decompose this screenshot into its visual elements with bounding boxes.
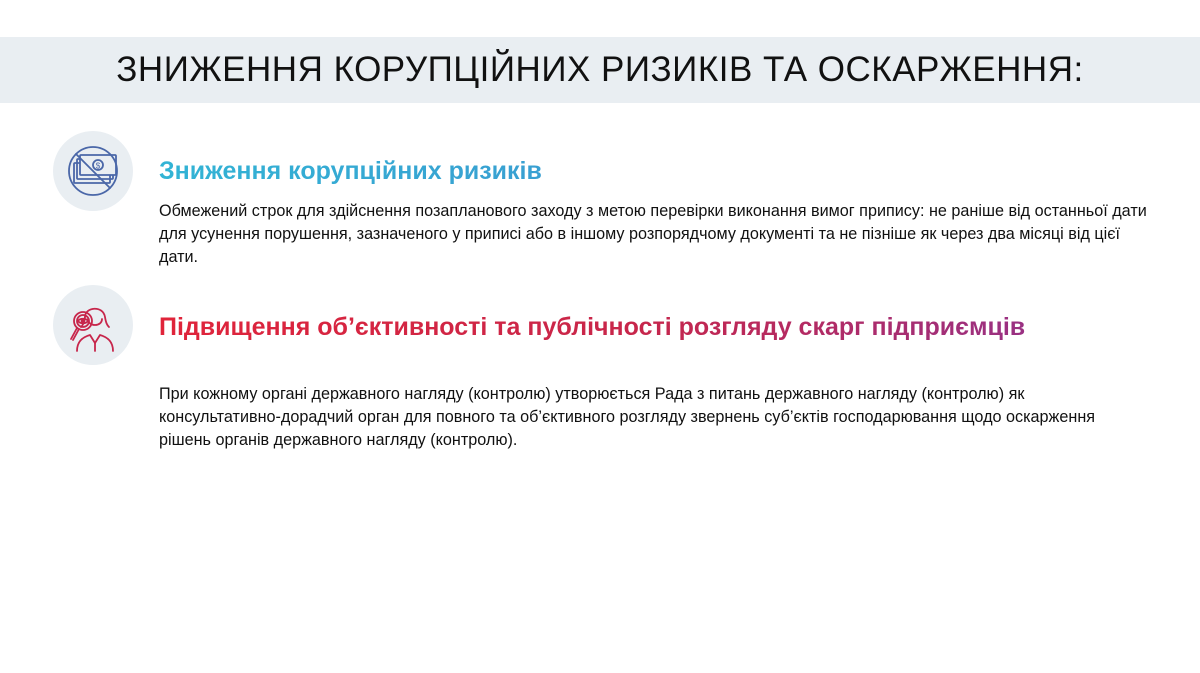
section-heading-complaints-review: Підвищення об’єктивності та публічності розгляду скарг підприємців (159, 312, 1119, 343)
section-icon-circle (53, 131, 133, 211)
page-title: ЗНИЖЕННЯ КОРУПЦІЙНИХ РИЗИКІВ ТА ОСКАРЖЕННЯ: (116, 50, 1084, 89)
svg-text:$: $ (95, 161, 101, 171)
title-bar (0, 37, 1200, 103)
section-heading-corruption-risks: Зниження корупційних ризиків (159, 156, 1119, 187)
section-body-corruption-risks: Обмежений строк для здійснення позапланового заходу з метою перевірки виконання вимог припису: не раніше від останньої дати для усунення порушення, зазначеного у приписі або в іншому розпорядчому документі та не пізніше як через два місяці від цієї дати. (159, 202, 1147, 266)
no-money-icon (63, 141, 123, 201)
section-body-complaints-review: При кожному органі державного нагляду (контролю) утворюється Рада з питань державного нагляду (контролю) як консультативно-дорадчий орган для повного та об’єктивного розгляду звернень суб’єктів господарювання щодо оскарження рішень органів державного нагляду (контролю). (159, 385, 1096, 449)
section-icon-circle (53, 285, 133, 365)
inspector-magnifier-icon (63, 295, 123, 355)
